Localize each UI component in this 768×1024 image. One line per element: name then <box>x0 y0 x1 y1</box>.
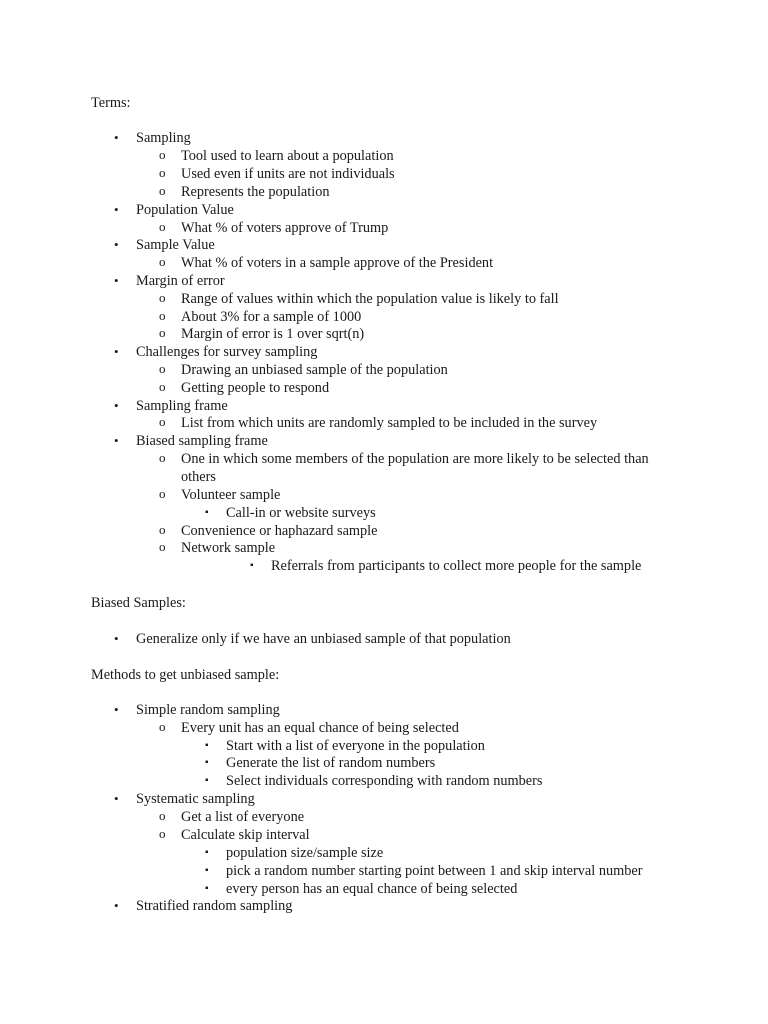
list-item: o Get a list of everyone <box>159 808 305 825</box>
bullet-dot-icon: • <box>114 631 119 646</box>
bullet-circle-icon: o <box>159 450 166 465</box>
list-item: o One in which some members of the population are more likely to be selected than <box>159 450 649 467</box>
list-item: ▪ Generate the list of random numbers <box>205 755 436 771</box>
list-item: • Stratified random sampling <box>114 898 293 914</box>
list-item: o Margin of error is 1 over sqrt(n) <box>159 325 365 342</box>
bullet-dot-icon: • <box>114 398 119 413</box>
list-item: o Every unit has an equal chance of being selected <box>159 719 459 736</box>
methods-heading: Methods to get unbiased sample: <box>91 667 280 683</box>
list-item: o Getting people to respond <box>159 379 330 396</box>
bullet-circle-icon: o <box>159 183 166 198</box>
bullet-circle-icon: o <box>159 165 166 180</box>
list-item: o Range of values within which the population value is likely to fall <box>159 290 559 307</box>
bullet-dot-icon: • <box>114 237 119 252</box>
bullet-square-icon: ▪ <box>250 560 254 571</box>
bullet-circle-icon: o <box>159 826 166 841</box>
list-item: o Used even if units are not individuals <box>159 165 395 182</box>
bullet-square-icon: ▪ <box>205 847 209 858</box>
list-item: • Systematic sampling <box>114 791 255 807</box>
bullet-circle-icon: o <box>159 254 166 269</box>
bullet-dot-icon: • <box>114 344 119 359</box>
list-item: • Sampling frame <box>114 398 228 414</box>
list-item: • Margin of error <box>114 273 225 289</box>
bullet-square-icon: ▪ <box>205 757 209 768</box>
bullet-circle-icon: o <box>159 379 166 394</box>
list-item: • Generalize only if we have an unbiased sample of that population <box>114 631 511 647</box>
list-item: ▪ Referrals from participants to collect more people for the sample <box>250 558 642 574</box>
bullet-circle-icon: o <box>159 522 166 537</box>
list-item: o Represents the population <box>159 183 330 200</box>
bullet-circle-icon: o <box>159 308 166 323</box>
bullet-circle-icon: o <box>159 361 166 376</box>
list-item: ▪ Call-in or website surveys <box>205 505 376 521</box>
list-item: • Sample Value <box>114 237 215 253</box>
list-item: o Drawing an unbiased sample of the population <box>159 361 448 378</box>
bullet-dot-icon: • <box>114 791 119 806</box>
list-item: ▪ population size/sample size <box>205 845 384 861</box>
bullet-dot-icon: • <box>114 702 119 717</box>
list-item: o Convenience or haphazard sample <box>159 522 378 539</box>
list-item: • Sampling <box>114 130 191 146</box>
list-item: o Tool used to learn about a population <box>159 147 394 164</box>
bullet-square-icon: ▪ <box>205 507 209 518</box>
list-item: • Challenges for survey sampling <box>114 344 318 360</box>
terms-heading: Terms: <box>91 95 131 111</box>
biased-samples-heading: Biased Samples: <box>91 595 186 611</box>
list-item: o List from which units are randomly sampled to be included in the survey <box>159 414 598 431</box>
list-item: • Biased sampling frame <box>114 433 268 449</box>
list-item: • Population Value <box>114 202 234 218</box>
bullet-dot-icon: • <box>114 898 119 913</box>
bullet-circle-icon: o <box>159 325 166 340</box>
bullet-circle-icon: o <box>159 219 166 234</box>
list-item: ▪ Select individuals corresponding with random numbers <box>205 773 543 789</box>
bullet-circle-icon: o <box>159 808 166 823</box>
list-item: ▪ pick a random number starting point between 1 and skip interval number <box>205 863 643 879</box>
bullet-circle-icon: o <box>159 147 166 162</box>
list-item: ▪ Start with a list of everyone in the population <box>205 738 485 754</box>
list-item: o Volunteer sample <box>159 486 281 503</box>
bullet-square-icon: ▪ <box>205 883 209 894</box>
bullet-circle-icon: o <box>159 486 166 501</box>
list-item: o About 3% for a sample of 1000 <box>159 308 362 325</box>
bullet-circle-icon: o <box>159 414 166 429</box>
list-item: • Simple random sampling <box>114 702 280 718</box>
list-item: o What % of voters in a sample approve of the President <box>159 254 494 271</box>
list-item: ▪ every person has an equal chance of being selected <box>205 881 518 897</box>
bullet-dot-icon: • <box>114 433 119 448</box>
list-item: o Network sample <box>159 539 276 556</box>
list-item-continuation: others <box>181 469 216 485</box>
list-item: o What % of voters approve of Trump <box>159 219 389 236</box>
bullet-dot-icon: • <box>114 130 119 145</box>
bullet-circle-icon: o <box>159 539 166 554</box>
bullet-square-icon: ▪ <box>205 775 209 786</box>
bullet-square-icon: ▪ <box>205 740 209 751</box>
bullet-dot-icon: • <box>114 202 119 217</box>
bullet-square-icon: ▪ <box>205 865 209 876</box>
list-item: o Calculate skip interval <box>159 826 310 843</box>
bullet-circle-icon: o <box>159 719 166 734</box>
bullet-circle-icon: o <box>159 290 166 305</box>
bullet-dot-icon: • <box>114 273 119 288</box>
